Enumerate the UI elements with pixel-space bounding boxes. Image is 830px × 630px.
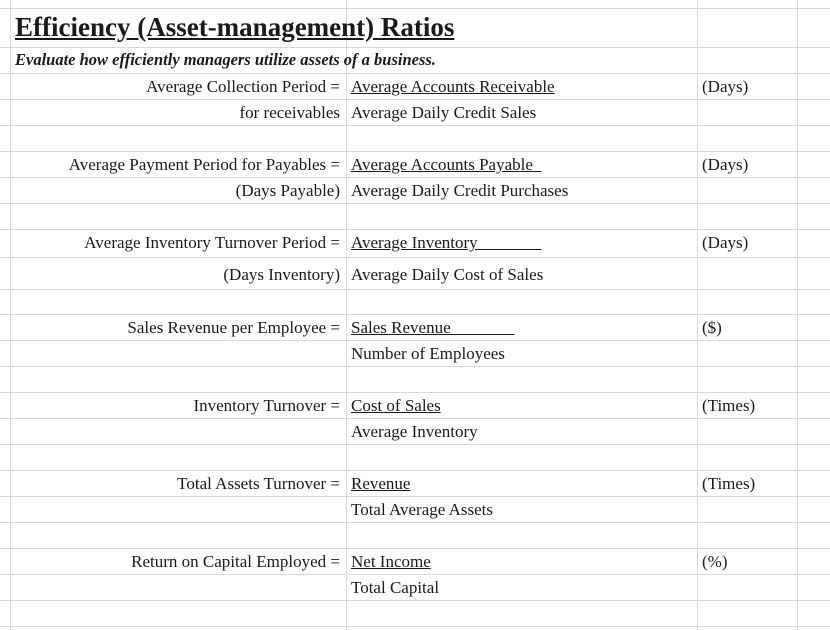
ratio-denominator: Average Daily Credit Sales [351, 103, 537, 122]
ratio-unit: (Times) [702, 396, 756, 415]
ratio-label: Average Inventory Turnover Period = [84, 233, 340, 252]
ratio-unit: (Days) [702, 77, 749, 96]
ratio-sublabel: (Days Inventory) [223, 265, 340, 284]
ratio-denominator: Average Daily Credit Purchases [351, 181, 569, 200]
ratio-unit: (%) [702, 552, 728, 571]
ratio-label: Total Assets Turnover = [177, 474, 340, 493]
ratio-numerator: Net Income [351, 552, 431, 571]
ratio-label: Return on Capital Employed = [131, 552, 340, 571]
ratio-denominator: Average Daily Cost of Sales [351, 265, 544, 284]
ratio-sublabel: (Days Payable) [235, 181, 340, 200]
ratio-numerator: Cost of Sales [351, 396, 441, 415]
ratio-label: Inventory Turnover = [193, 396, 340, 415]
ratio-numerator: Average Accounts Receivable [351, 77, 555, 96]
ratio-denominator: Total Average Assets [351, 500, 494, 519]
ratio-denominator: Total Capital [351, 578, 440, 597]
sheet-title: Efficiency (Asset-management) Ratios [15, 12, 455, 42]
ratio-numerator: Average Inventory [351, 233, 478, 252]
ratio-label: Average Payment Period for Payables = [68, 155, 340, 174]
ratio-label: Sales Revenue per Employee = [127, 318, 340, 337]
ratio-unit: (Days) [702, 233, 749, 252]
ratio-denominator: Average Inventory [351, 422, 478, 441]
sheet-subtitle: Evaluate how efficiently managers utilize assets of a business. [15, 50, 436, 69]
ratio-denominator: Number of Employees [351, 344, 505, 363]
ratio-numerator: Revenue [351, 474, 411, 493]
ratio-numerator: Average Accounts Payable [351, 155, 533, 174]
ratio-unit: (Times) [702, 474, 756, 493]
ratio-unit: (Days) [702, 155, 749, 174]
ratio-label: Average Collection Period = [146, 77, 340, 96]
ratio-unit: ($) [702, 318, 722, 337]
ratio-sublabel: for receivables [239, 103, 340, 122]
ratio-numerator: Sales Revenue [351, 318, 451, 337]
